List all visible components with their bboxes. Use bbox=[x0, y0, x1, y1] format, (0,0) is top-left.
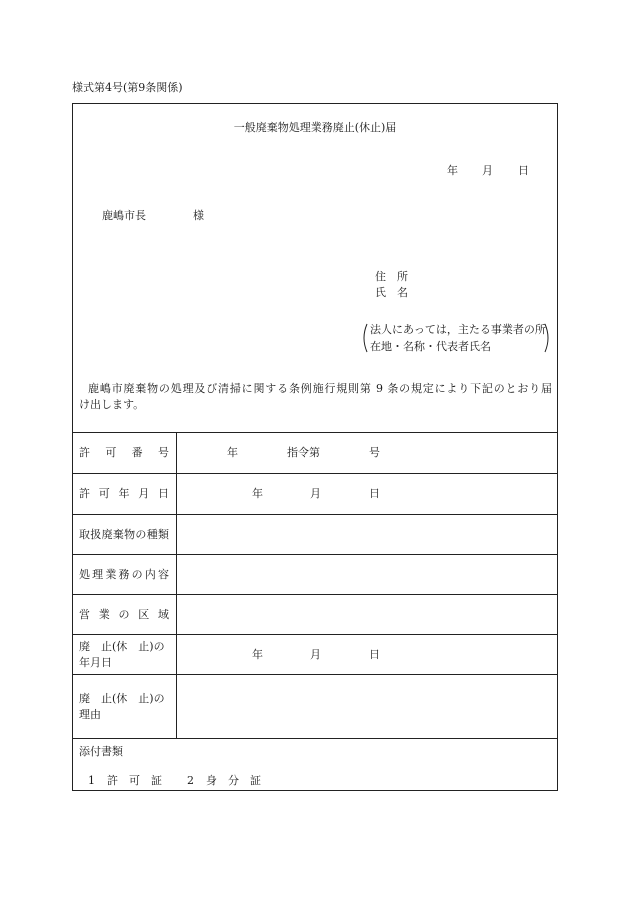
form-number: 様式第4号(第9条関係) bbox=[72, 81, 183, 94]
label-char: の bbox=[135, 527, 147, 541]
label-char: 内 bbox=[144, 567, 156, 581]
label-char: 容 bbox=[157, 567, 169, 581]
addressee-honorific: 様 bbox=[193, 209, 204, 222]
details-table bbox=[73, 432, 557, 790]
business-area-label bbox=[79, 608, 169, 622]
permit-date-day-label: 日 bbox=[369, 487, 380, 500]
label-char: の bbox=[131, 567, 143, 581]
corporate-note-line-1: 法人にあっては，主たる事業者の所 bbox=[370, 323, 546, 336]
label-char: 可 bbox=[98, 487, 110, 500]
date-year-label: 年 bbox=[447, 164, 458, 177]
permit-number-label-cell bbox=[73, 433, 177, 473]
form-title: 一般廃棄物処理業務廃止(休止)届 bbox=[233, 121, 397, 134]
attachment-item-name: 身 分 証 bbox=[206, 774, 261, 787]
label-char: 業 bbox=[105, 567, 117, 581]
table-row-waste-type bbox=[73, 514, 557, 554]
business-content-value-cell[interactable] bbox=[177, 555, 557, 594]
permit-date-label bbox=[79, 487, 169, 501]
label-char: 業 bbox=[98, 607, 110, 621]
label-char: 月 bbox=[138, 487, 150, 500]
label-char: 取 bbox=[79, 527, 90, 541]
applicant-address-label: 住 所 bbox=[375, 270, 408, 283]
label-char: 営 bbox=[79, 607, 90, 621]
attachment-item-name: 許 可 証 bbox=[107, 774, 162, 787]
permit-date-month-label: 月 bbox=[310, 487, 321, 500]
discontinuation-date-day-label: 日 bbox=[369, 647, 380, 661]
business-content-label bbox=[79, 568, 169, 582]
form-box bbox=[72, 103, 558, 791]
table-row-business-content bbox=[73, 554, 557, 594]
label-char: 許 bbox=[79, 446, 90, 459]
attachments-label: 添付書類 bbox=[79, 745, 123, 758]
business-area-label-cell bbox=[73, 595, 177, 634]
business-area-value-cell[interactable] bbox=[177, 595, 557, 634]
label-char: 類 bbox=[157, 527, 169, 541]
label-char: 番 bbox=[131, 446, 143, 459]
label-char: 扱 bbox=[90, 527, 102, 541]
label-char: 域 bbox=[158, 607, 169, 621]
reason-label-line-1: 廃 止(休 止)の bbox=[79, 691, 165, 705]
addressee-name: 鹿嶋市長 bbox=[102, 209, 146, 222]
label-char: の bbox=[118, 607, 130, 621]
reason-value-cell[interactable] bbox=[177, 675, 557, 738]
permit-date-label-cell bbox=[73, 474, 177, 514]
discontinuation-date-label-cell bbox=[73, 635, 177, 674]
permit-number-directive-label: 指令第 bbox=[287, 446, 320, 459]
label-char: 可 bbox=[105, 446, 117, 459]
discontinuation-date-year-label: 年 bbox=[252, 647, 263, 661]
right-bracket-icon bbox=[544, 323, 552, 353]
date-day-label: 日 bbox=[518, 164, 529, 177]
attachment-item-number: 1 bbox=[88, 774, 95, 787]
table-row-business-area bbox=[73, 594, 557, 634]
attachment-item-number: 2 bbox=[187, 774, 194, 787]
label-char: 年 bbox=[118, 487, 130, 500]
permit-date-value-cell[interactable] bbox=[177, 474, 557, 514]
table-row-permit-date bbox=[73, 473, 557, 514]
applicant-name-label: 氏 名 bbox=[375, 286, 408, 299]
discontinuation-date-month-label: 月 bbox=[310, 647, 321, 661]
date-month-label: 月 bbox=[482, 164, 493, 177]
label-char: 物 bbox=[124, 527, 136, 541]
label-char: 理 bbox=[92, 567, 104, 581]
table-row-reason bbox=[73, 674, 557, 738]
label-char: 日 bbox=[158, 487, 169, 500]
permit-number-label bbox=[79, 446, 169, 460]
discontinuation-date-label-line-1: 廃 止(休 止)の bbox=[79, 639, 165, 653]
left-bracket-icon bbox=[360, 323, 368, 353]
attachments-section bbox=[73, 738, 557, 791]
table-row-permit-number bbox=[73, 432, 557, 473]
label-char: 棄 bbox=[112, 527, 124, 541]
label-char: 許 bbox=[79, 487, 90, 500]
label-char: 処 bbox=[79, 567, 90, 581]
statement-line-2: け出します。 bbox=[79, 398, 145, 411]
permit-number-year-label: 年 bbox=[227, 446, 238, 459]
waste-type-label bbox=[79, 528, 169, 542]
label-char: 号 bbox=[157, 446, 169, 459]
label-char: 区 bbox=[138, 607, 150, 621]
label-char: 廃 bbox=[101, 527, 113, 541]
reason-label-cell bbox=[73, 675, 177, 738]
corporate-note-line-2: 在地・名称・代表者氏名 bbox=[370, 340, 491, 353]
discontinuation-date-label-line-2: 年月日 bbox=[79, 655, 112, 669]
discontinuation-date-value-cell[interactable] bbox=[177, 635, 557, 674]
reason-label-line-2: 理由 bbox=[79, 707, 101, 721]
permit-number-value-cell[interactable] bbox=[177, 433, 557, 473]
label-char: 種 bbox=[146, 527, 158, 541]
label-char: 務 bbox=[118, 567, 130, 581]
table-row-discontinuation-date bbox=[73, 634, 557, 674]
statement-line-1: 鹿嶋市廃棄物の処理及び清掃に関する条例施行規則第 9 条の規定により下記のとおり届 bbox=[88, 382, 552, 395]
permit-date-year-label: 年 bbox=[252, 487, 263, 500]
business-content-label-cell bbox=[73, 555, 177, 594]
waste-type-label-cell bbox=[73, 515, 177, 554]
permit-number-number-label: 号 bbox=[369, 446, 380, 459]
waste-type-value-cell[interactable] bbox=[177, 515, 557, 554]
